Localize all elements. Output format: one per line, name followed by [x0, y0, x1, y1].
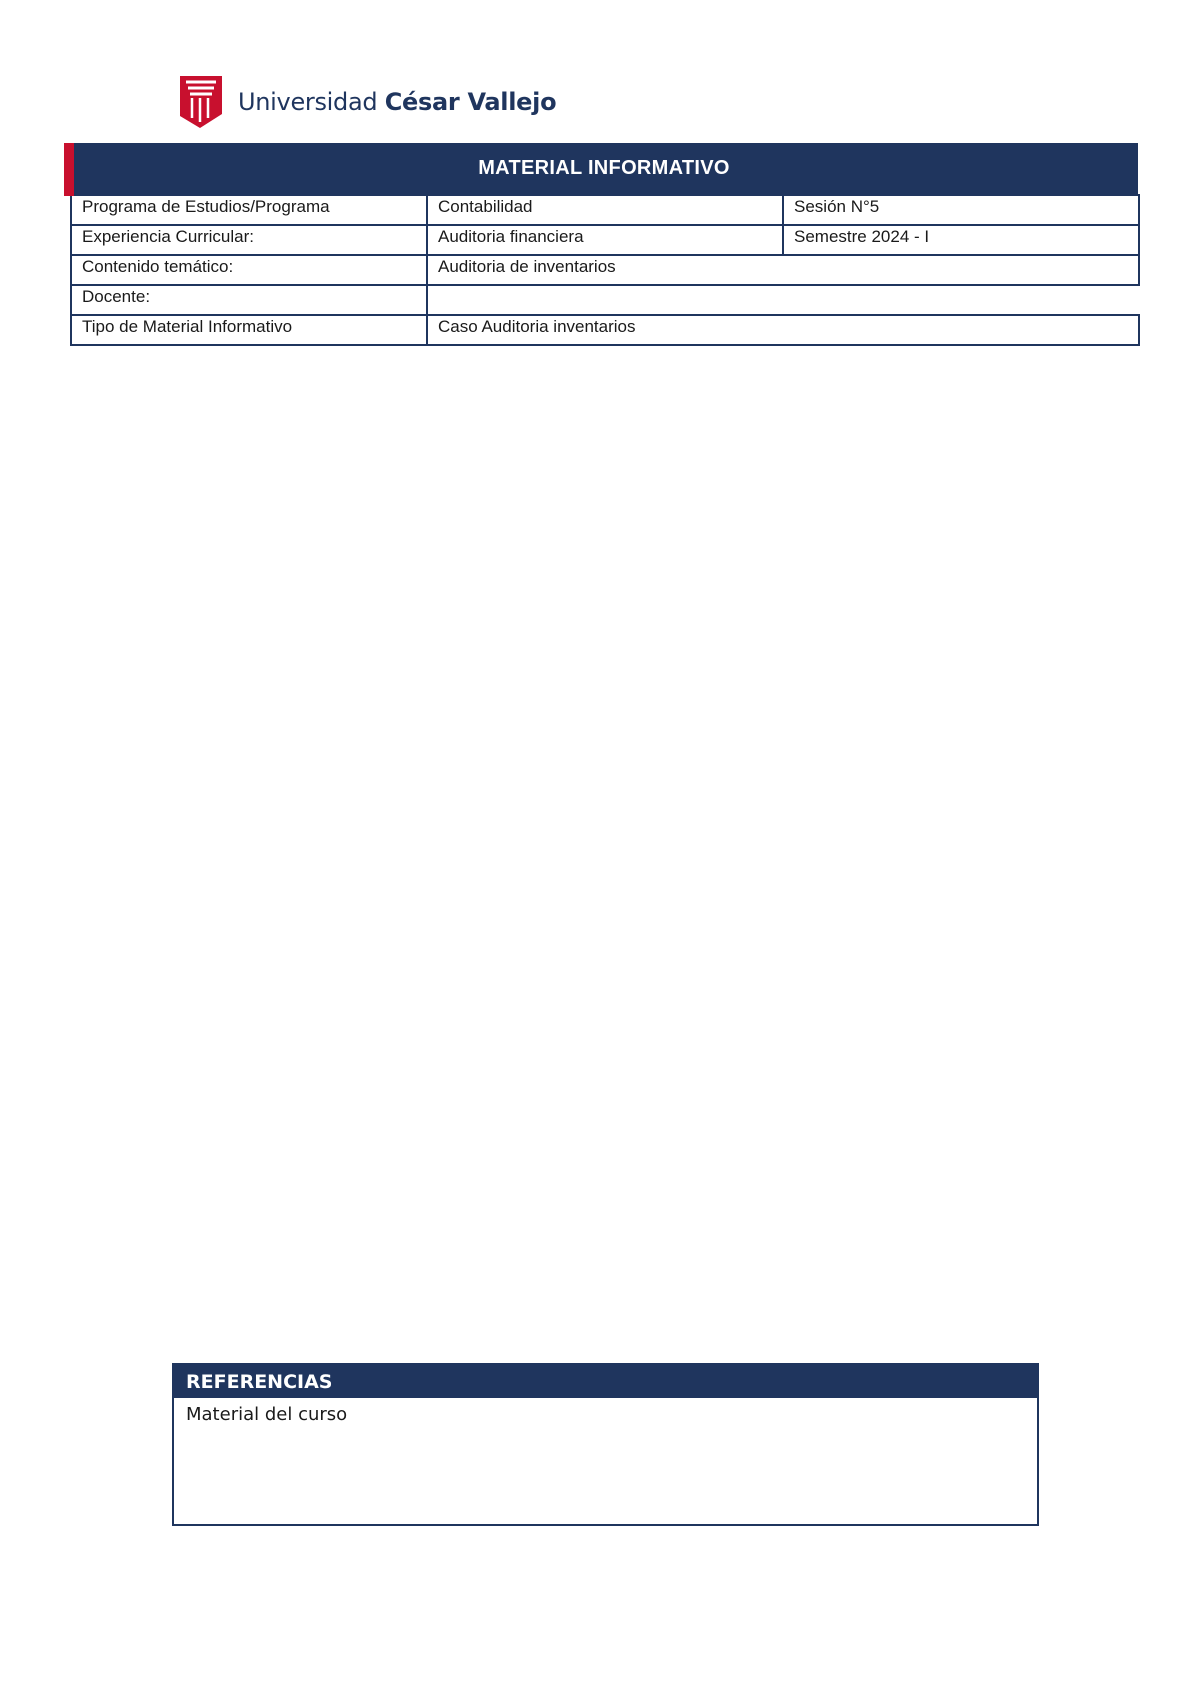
material-type-value: Caso Auditoria inventarios [427, 315, 1139, 345]
references-title: REFERENCIAS [174, 1365, 1037, 1398]
table-row [71, 195, 1139, 225]
course-label: Experiencia Curricular: [71, 225, 427, 255]
ucv-shield-icon [178, 74, 224, 130]
program-label: Programa de Estudios/Programa [71, 195, 427, 225]
university-name-bold: César Vallejo [384, 88, 557, 116]
material-type-label: Tipo de Material Informativo [71, 315, 427, 345]
table-row [71, 315, 1139, 345]
university-logo [178, 74, 556, 130]
topic-value: Auditoria de inventarios [427, 255, 1139, 285]
references-box [172, 1363, 1039, 1526]
teacher-label: Docente: [71, 285, 427, 315]
semester-value: Semestre 2024 - I [783, 225, 1139, 255]
metadata-table [70, 194, 1140, 346]
table-row [71, 285, 1139, 315]
course-value: Auditoria financiera [427, 225, 783, 255]
university-name [238, 88, 556, 116]
program-value: Contabilidad [427, 195, 783, 225]
university-name-regular: Universidad [238, 88, 378, 116]
table-row [71, 255, 1139, 285]
teacher-value [427, 285, 1139, 315]
red-accent-bar [64, 143, 74, 196]
info-header [65, 143, 1138, 346]
table-row [71, 225, 1139, 255]
topic-label: Contenido temático: [71, 255, 427, 285]
references-body: Material del curso [186, 1404, 348, 1425]
document-title: MATERIAL INFORMATIVO [70, 143, 1138, 194]
session-value: Sesión N°5 [783, 195, 1139, 225]
